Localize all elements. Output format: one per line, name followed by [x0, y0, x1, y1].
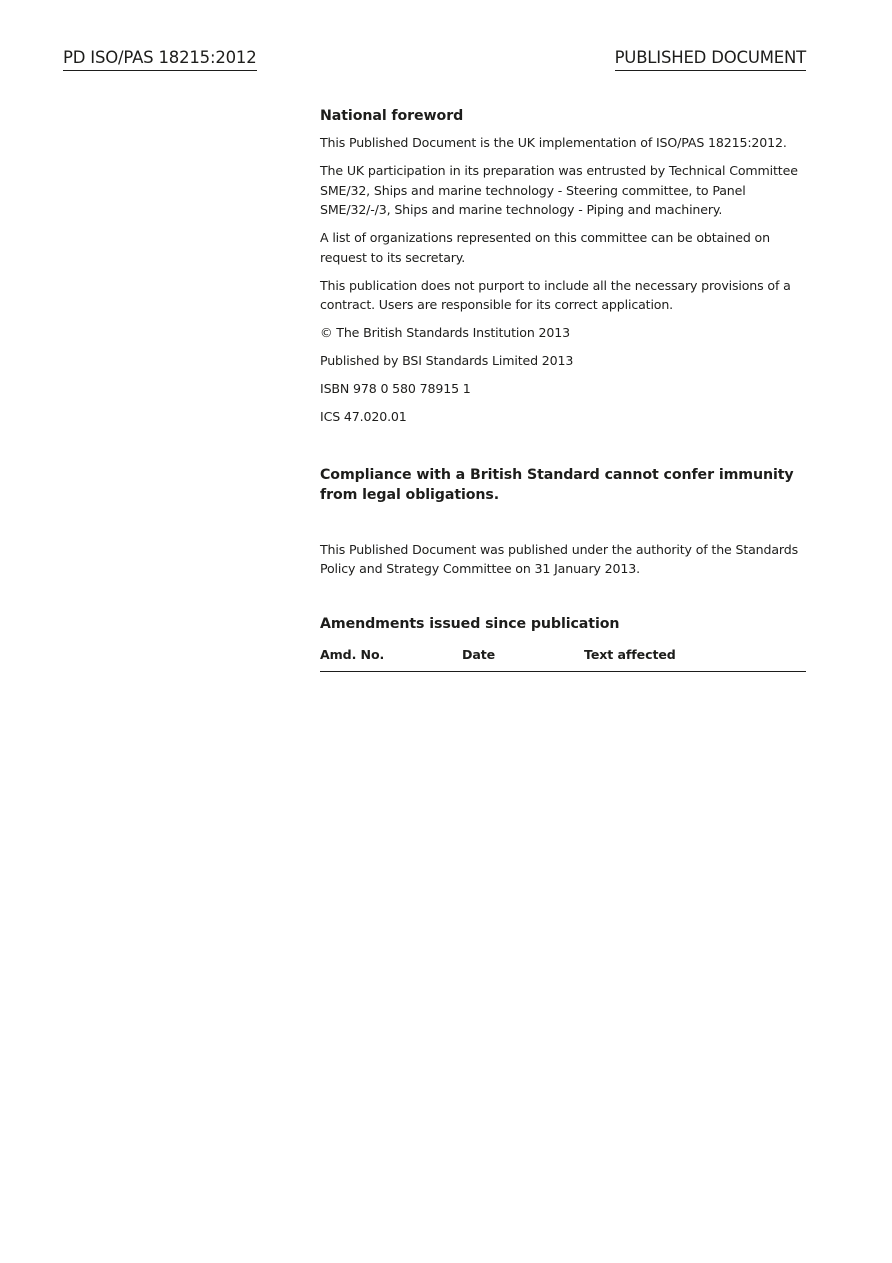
column-header-text-affected: Text affected: [584, 646, 676, 662]
column-header-amd-no: Amd. No.: [320, 646, 385, 662]
column-header-date: Date: [462, 646, 496, 662]
authority-statement: This Published Document was published under the authority of the Standards Policy and Strategy Committee on 31 January 2013.: [320, 541, 798, 576]
compliance-statement: Compliance with a British Standard cannot confer immunity from legal obligations.: [320, 466, 794, 503]
document-number: PD ISO/PAS 18215:2012: [63, 47, 257, 71]
amendments-table-header: [320, 646, 806, 672]
foreword-title: National foreword: [320, 108, 464, 124]
foreword-paragraph-participation: The UK participation in its preparation was entrusted by Technical Committee SME/32, Ships and marine technology - Steering committee, to Panel SME/32/-/3, Ships and marine technology - Piping and machinery.: [320, 163, 798, 217]
main-content: [320, 106, 806, 672]
isbn-line: ISBN 978 0 580 78915 1: [320, 381, 471, 396]
publisher-line: Published by BSI Standards Limited 2013: [320, 353, 574, 368]
foreword-paragraph-provisions: This publication does not purport to include all the necessary provisions of a contract. Users are responsible for its correct application.: [320, 277, 791, 312]
document-type: PUBLISHED DOCUMENT: [615, 47, 806, 71]
copyright-line: © The British Standards Institution 2013: [320, 325, 570, 340]
amendments-title: Amendments issued since publication: [320, 615, 620, 632]
foreword-paragraph-implementation: This Published Document is the UK implementation of ISO/PAS 18215:2012.: [320, 135, 787, 150]
foreword-paragraph-organizations: A list of organizations represented on this committee can be obtained on request to its secretary.: [320, 230, 770, 265]
ics-line: ICS 47.020.01: [320, 409, 407, 424]
